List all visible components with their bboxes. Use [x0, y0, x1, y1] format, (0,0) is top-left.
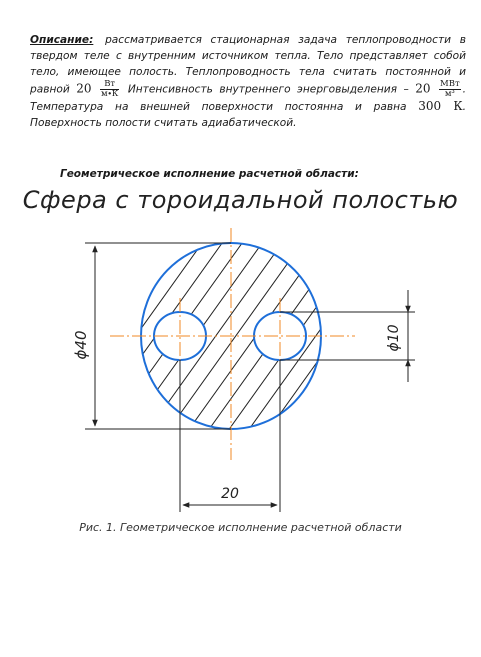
geometry-heading: Геометрическое исполнение расчетной области:	[60, 168, 359, 180]
conductivity-value: 20	[76, 81, 92, 96]
description-text-3: . Температура на внешней поверхности постоянна и равна	[30, 83, 467, 114]
description-text-4: . Поверхность полости считать адиабатической.	[30, 101, 466, 130]
heat-unit-numerator: МВт	[440, 79, 460, 90]
dim-hole-label: ϕ10	[386, 324, 402, 352]
temperature-value: 300 К	[418, 99, 463, 114]
drawing-title: Сфера с тороидальной полостью	[22, 186, 459, 214]
heat-value: 20	[415, 81, 431, 96]
heat-unit-denominator: м³	[444, 89, 455, 100]
description-lead: Описание:	[30, 34, 94, 46]
conductivity-unit-numerator: Вт	[100, 80, 119, 90]
description-text-1: рассматривается стационарная задача теплопроводности в твердом теле с внутренним источником тепла. Тело представляет собой тело, имеющее полость. Теплопроводность тела считать постоянной и равной	[30, 34, 466, 96]
dim-outer-label: ϕ40	[72, 330, 90, 360]
dim-spacing-label: 20	[221, 486, 239, 502]
conductivity-unit-denominator: м∙К	[100, 89, 119, 100]
figure-caption: Рис. 1. Геометрическое исполнение расчетной области	[79, 521, 402, 534]
description-text-2: Интенсивность внутреннего энерговыделения –	[127, 83, 409, 96]
